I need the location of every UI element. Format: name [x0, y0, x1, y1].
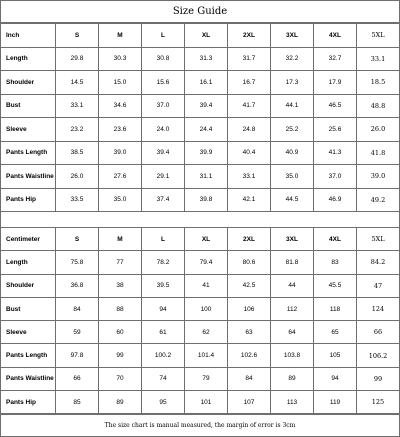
measurement-value: 46.5 [314, 94, 357, 118]
measurement-value: 29.1 [142, 165, 185, 189]
measurement-value: 39.4 [185, 94, 228, 118]
measurement-value: 102.6 [228, 344, 271, 367]
measurement-value: 77 [99, 251, 142, 274]
measurement-value: 16.7 [228, 71, 271, 95]
table-header-row [1, 228, 400, 251]
measurement-value: 61 [142, 321, 185, 344]
measurement-value: 31.1 [185, 165, 228, 189]
measurement-value: 84 [56, 297, 99, 320]
measurement-value: 14.5 [56, 71, 99, 95]
measurement-value: 49.2 [357, 188, 400, 212]
size-header: S [56, 24, 99, 48]
measurement-value: 29.8 [56, 47, 99, 71]
centimeter-size-table [0, 227, 400, 414]
measurement-value: 84.2 [357, 251, 400, 274]
measurement-value: 66 [56, 367, 99, 390]
table-spacer [0, 210, 399, 227]
measurement-value: 26.0 [56, 165, 99, 189]
size-header: 4XL [314, 228, 357, 251]
measurement-value: 39.0 [357, 165, 400, 189]
measurement-value: 85 [56, 391, 99, 414]
measurement-value: 44 [271, 274, 314, 297]
unit-header: Centimeter [1, 228, 56, 251]
measurement-label: Length [1, 251, 56, 274]
measurement-label: Pants Hip [1, 391, 56, 414]
table-header-row [1, 24, 400, 48]
measurement-value: 78.2 [142, 251, 185, 274]
size-header: XL [185, 24, 228, 48]
measurement-value: 39.0 [99, 141, 142, 165]
measurement-label: Shoulder [1, 71, 56, 95]
measurement-value: 88 [99, 297, 142, 320]
measurement-value: 66 [357, 321, 400, 344]
measurement-value: 23.2 [56, 118, 99, 142]
table-row [1, 251, 400, 274]
measurement-value: 42.5 [228, 274, 271, 297]
measurement-value: 40.9 [271, 141, 314, 165]
measurement-value: 15.0 [99, 71, 142, 95]
size-header: 3XL [271, 228, 314, 251]
measurement-label: Pants Waistline [1, 165, 56, 189]
measurement-value: 99 [99, 344, 142, 367]
measurement-value: 112 [271, 297, 314, 320]
measurement-value: 41.7 [228, 94, 271, 118]
measurement-value: 42.1 [228, 188, 271, 212]
measurement-value: 106 [228, 297, 271, 320]
measurement-value: 83 [314, 251, 357, 274]
size-header: 3XL [271, 24, 314, 48]
measurement-value: 33.1 [56, 94, 99, 118]
page-title: Size Guide [0, 0, 399, 23]
measurement-value: 64 [271, 321, 314, 344]
inch-size-table [0, 23, 400, 212]
measurement-label: Length [1, 47, 56, 71]
table-row [1, 391, 400, 414]
measurement-value: 31.3 [185, 47, 228, 71]
measurement-value: 41.3 [314, 141, 357, 165]
measurement-label: Pants Length [1, 344, 56, 367]
measurement-value: 39.4 [142, 141, 185, 165]
measurement-value: 36.8 [56, 274, 99, 297]
measurement-value: 75.8 [56, 251, 99, 274]
measurement-value: 107 [228, 391, 271, 414]
measurement-value: 80.6 [228, 251, 271, 274]
measurement-value: 35.0 [271, 165, 314, 189]
table-row [1, 165, 400, 189]
table-row [1, 118, 400, 142]
measurement-label: Pants Length [1, 141, 56, 165]
size-header: 4XL [314, 24, 357, 48]
measurement-value: 33.1 [357, 47, 400, 71]
measurement-value: 25.2 [271, 118, 314, 142]
measurement-value: 24.4 [185, 118, 228, 142]
measurement-value: 39.5 [142, 274, 185, 297]
measurement-value: 89 [271, 367, 314, 390]
measurement-value: 17.3 [271, 71, 314, 95]
measurement-value: 125 [357, 391, 400, 414]
size-header: S [56, 228, 99, 251]
measurement-value: 63 [228, 321, 271, 344]
measurement-value: 94 [314, 367, 357, 390]
measurement-value: 60 [99, 321, 142, 344]
size-header: 2XL [228, 24, 271, 48]
measurement-value: 35.0 [99, 188, 142, 212]
measurement-value: 101 [185, 391, 228, 414]
measurement-value: 44.5 [271, 188, 314, 212]
measurement-value: 59 [56, 321, 99, 344]
measurement-value: 39.8 [185, 188, 228, 212]
measurement-value: 32.2 [271, 47, 314, 71]
measurement-value: 65 [314, 321, 357, 344]
measurement-value: 24.8 [228, 118, 271, 142]
unit-header: Inch [1, 24, 56, 48]
measurement-value: 101.4 [185, 344, 228, 367]
table-row [1, 367, 400, 390]
measurement-value: 33.1 [228, 165, 271, 189]
measurement-value: 24.0 [142, 118, 185, 142]
measurement-value: 27.6 [99, 165, 142, 189]
measurement-value: 16.1 [185, 71, 228, 95]
measurement-value: 62 [185, 321, 228, 344]
measurement-value: 26.0 [357, 118, 400, 142]
measurement-value: 95 [142, 391, 185, 414]
measurement-value: 37.0 [314, 165, 357, 189]
measurement-value: 79 [185, 367, 228, 390]
measurement-value: 45.5 [314, 274, 357, 297]
size-header: XL [185, 228, 228, 251]
measurement-note: The size chart is manual measured, the margin of error is 3cm [0, 414, 399, 436]
measurement-value: 100.2 [142, 344, 185, 367]
table-row [1, 94, 400, 118]
table-row [1, 297, 400, 320]
measurement-value: 30.3 [99, 47, 142, 71]
size-header: L [142, 228, 185, 251]
measurement-value: 124 [357, 297, 400, 320]
measurement-value: 100 [185, 297, 228, 320]
table-row [1, 321, 400, 344]
table-row [1, 141, 400, 165]
table-row [1, 71, 400, 95]
measurement-value: 31.7 [228, 47, 271, 71]
measurement-value: 84 [228, 367, 271, 390]
table-row [1, 274, 400, 297]
table-row [1, 47, 400, 71]
measurement-value: 37.4 [142, 188, 185, 212]
size-header: M [99, 228, 142, 251]
measurement-value: 30.8 [142, 47, 185, 71]
measurement-label: Pants Hip [1, 188, 56, 212]
measurement-value: 23.6 [99, 118, 142, 142]
measurement-value: 94 [142, 297, 185, 320]
measurement-value: 39.9 [185, 141, 228, 165]
measurement-value: 47 [357, 274, 400, 297]
size-header: M [99, 24, 142, 48]
measurement-value: 48.8 [357, 94, 400, 118]
measurement-value: 18.5 [357, 71, 400, 95]
measurement-label: Pants Waistline [1, 367, 56, 390]
measurement-value: 37.0 [142, 94, 185, 118]
measurement-value: 113 [271, 391, 314, 414]
measurement-value: 17.9 [314, 71, 357, 95]
measurement-value: 33.5 [56, 188, 99, 212]
measurement-value: 79.4 [185, 251, 228, 274]
measurement-label: Sleeve [1, 118, 56, 142]
measurement-value: 32.7 [314, 47, 357, 71]
measurement-value: 44.1 [271, 94, 314, 118]
measurement-value: 97.8 [56, 344, 99, 367]
measurement-value: 74 [142, 367, 185, 390]
table-row [1, 344, 400, 367]
measurement-value: 38 [99, 274, 142, 297]
measurement-value: 105 [314, 344, 357, 367]
size-header: 2XL [228, 228, 271, 251]
measurement-value: 41.8 [357, 141, 400, 165]
size-header: 5XL [357, 228, 400, 251]
size-header: L [142, 24, 185, 48]
size-header: 5XL [357, 24, 400, 48]
measurement-label: Bust [1, 297, 56, 320]
measurement-value: 41 [185, 274, 228, 297]
measurement-value: 99 [357, 367, 400, 390]
measurement-value: 46.9 [314, 188, 357, 212]
measurement-value: 106.2 [357, 344, 400, 367]
measurement-value: 15.6 [142, 71, 185, 95]
measurement-value: 70 [99, 367, 142, 390]
measurement-value: 119 [314, 391, 357, 414]
measurement-value: 81.8 [271, 251, 314, 274]
measurement-label: Bust [1, 94, 56, 118]
table-row [1, 188, 400, 212]
measurement-value: 38.5 [56, 141, 99, 165]
measurement-label: Shoulder [1, 274, 56, 297]
measurement-value: 118 [314, 297, 357, 320]
measurement-value: 40.4 [228, 141, 271, 165]
measurement-value: 25.6 [314, 118, 357, 142]
measurement-value: 89 [99, 391, 142, 414]
measurement-label: Sleeve [1, 321, 56, 344]
measurement-value: 34.6 [99, 94, 142, 118]
measurement-value: 103.8 [271, 344, 314, 367]
